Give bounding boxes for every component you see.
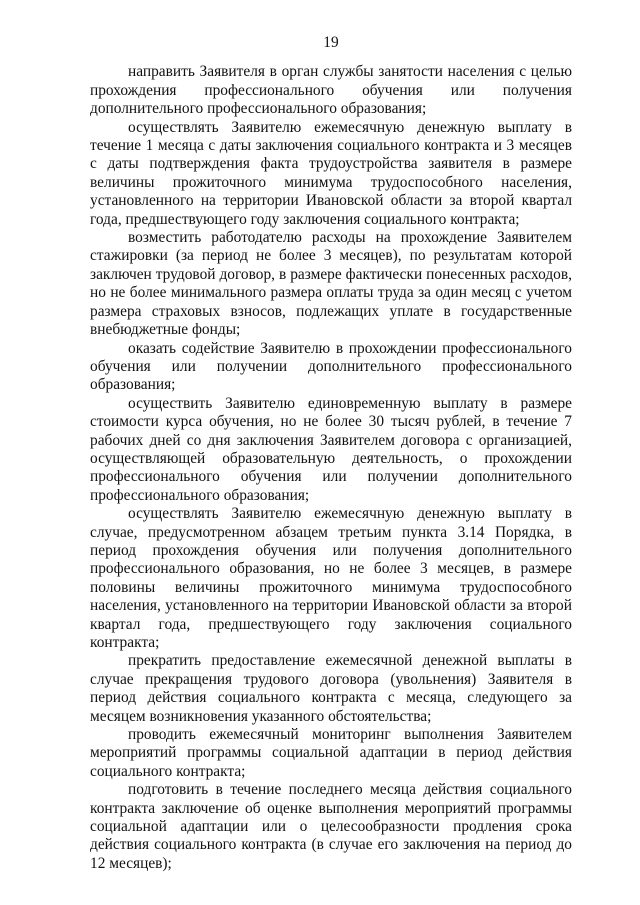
paragraph-terminate-payment: прекратить предоставление ежемесячной денежной выплаты в случае прекращения трудового договора (увольнения) Заявителя в период действия социального контракта с месяца, следующего за месяцем возникновения указанного обстоятельства; (90, 652, 572, 725)
paragraph-refer-to-employment-service: направить Заявителя в орган службы занятости населения с целью прохождения профессионального обучения или получения дополнительного профессионального образования; (90, 63, 572, 118)
paragraph-prepare-conclusion: подготовить в течение последнего месяца действия социального контракта заключение об оценке выполнения мероприятий программы социальной адаптации или о целесообразности продления срока действия социального контракта (в случае его заключения на период до 12 месяцев); (90, 781, 572, 872)
paragraph-monthly-payment: осуществлять Заявителю ежемесячную денежную выплату в течение 1 месяца с даты заключения социального контракта и 3 месяцев с даты подтверждения факта трудоустройства заявителя в размере величины прожиточного минимума трудоспособного населения, установленного на территории Ивановской области за второй квартал года, предшествующего году заключения социального контракта; (90, 118, 572, 228)
page-number: 19 (323, 34, 339, 51)
paragraph-one-time-payment: осуществить Заявителю единовременную выплату в размере стоимости курса обучения, но не более 30 тысяч рублей, в течение 7 рабочих дней со дня заключения Заявителем договора с организацией, осуществляющей образовательную деятельность, о прохождении профессионального обучения или получении дополнительного профессионального образования; (90, 394, 572, 504)
paragraph-monthly-payment-during-training: осуществлять Заявителю ежемесячную денежную выплату в случае, предусмотренном абзацем третьим пункта 3.14 Порядка, в период прохождения обучения или получения дополнительного профессионального образования, но не более 3 месяцев, в размере половины величины прожиточного минимума трудоспособного населения, установленного на территории Ивановской области за второй квартал года, предшествующего году заключения социального контракта; (90, 505, 572, 651)
paragraph-training-assistance: оказать содействие Заявителю в прохождении профессионального обучения или получении дополнительного профессионального образования; (90, 339, 572, 394)
paragraph-employer-reimbursement: возместить работодателю расходы на прохождение Заявителем стажировки (за период не более 3 месяцев), по результатам которой заключен трудовой договор, в размере фактически понесенных расходов, но не более минимального размера оплаты труда за один месяц с учетом размера страховых взносов, подлежащих уплате в государственные внебюджетные фонды; (90, 229, 572, 339)
paragraph-monthly-monitoring: проводить ежемесячный мониторинг выполнения Заявителем мероприятий программы социальной адаптации в период действия социального контракта; (90, 726, 572, 780)
